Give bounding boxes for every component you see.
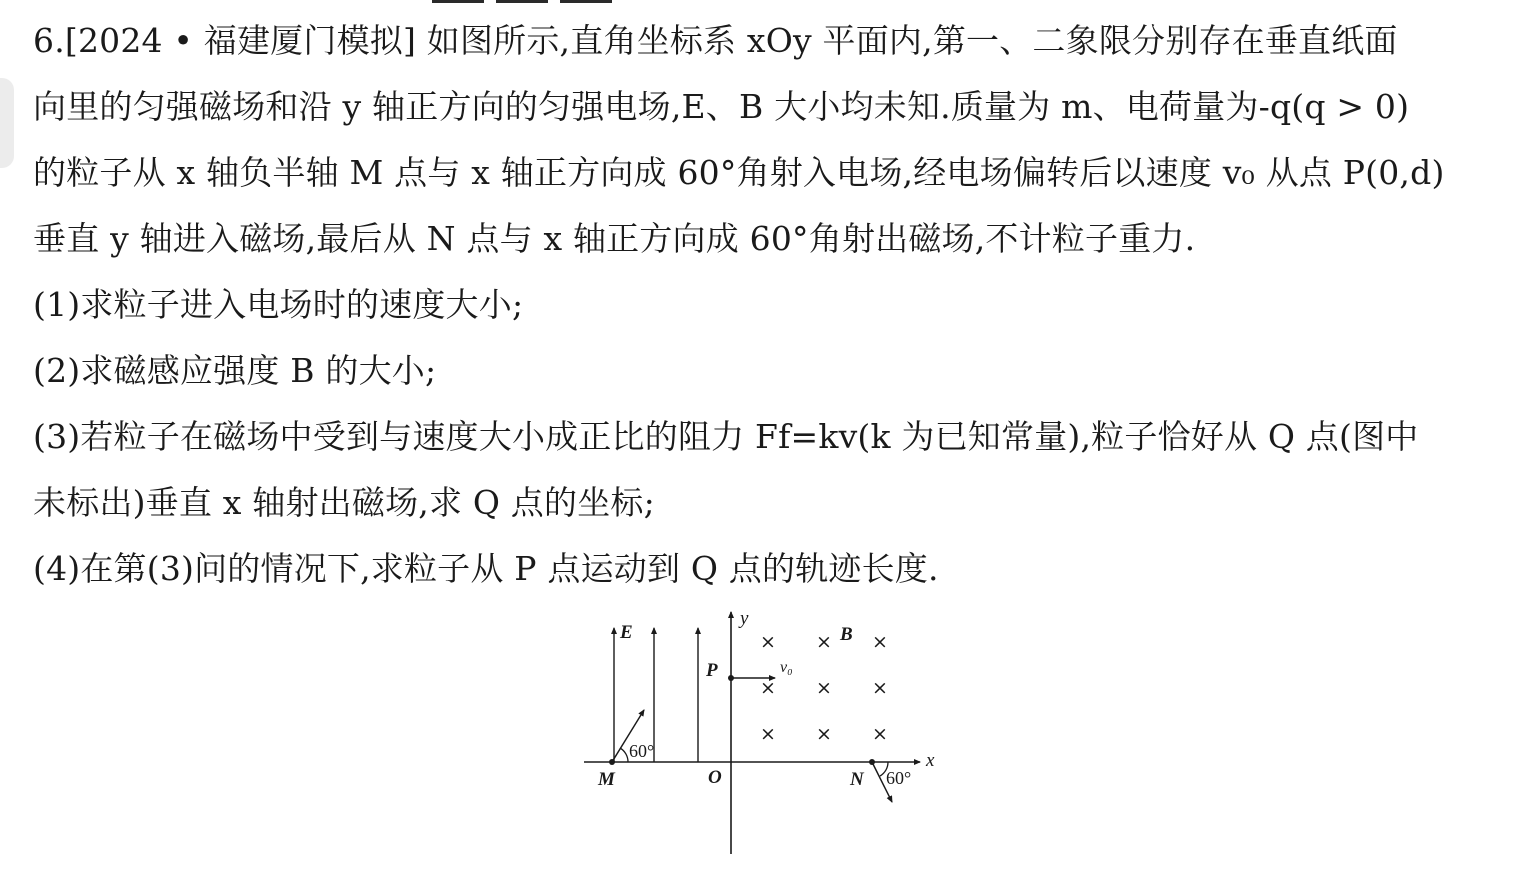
field-label-e: E (620, 622, 633, 643)
problem-line-1: 6.[2024 • 福建厦门模拟] 如图所示,直角坐标系 xOy 平面内,第一、二象限分别存在垂直纸面 (33, 21, 1398, 60)
field-label-b: B (840, 624, 853, 645)
field-mark-b-3-3: × (872, 723, 888, 745)
point-p-label: P (706, 660, 718, 681)
x-axis-label: x (926, 750, 935, 771)
field-mark-b-2-1: × (760, 677, 776, 699)
problem-line-3: 的粒子从 x 轴负半轴 M 点与 x 轴正方向成 60°角射入电场,经电场偏转后以速度 v₀ 从点 P(0,d) (33, 153, 1445, 192)
field-mark-b-3-2: × (816, 723, 832, 745)
y-axis-label: y (740, 608, 749, 629)
problem-line-2: 向里的匀强磁场和沿 y 轴正方向的匀强电场,E、B 大小均未知.质量为 m、电荷量为-q(q > 0) (33, 87, 1410, 126)
question-1: (1)求粒子进入电场时的速度大小; (33, 285, 524, 324)
top-border (0, 0, 1531, 4)
question-3-line-2: 未标出)垂直 x 轴射出磁场,求 Q 点的坐标; (33, 483, 655, 522)
field-mark-b-2-2: × (816, 677, 832, 699)
point-n-label: N (850, 769, 864, 790)
problem-line-4: 垂直 y 轴进入磁场,最后从 N 点与 x 轴正方向成 60°角射出磁场,不计粒子重力. (33, 219, 1196, 258)
field-mark-b-2-3: × (872, 677, 888, 699)
point-m-label: M (598, 769, 615, 790)
page-edge-shadow (0, 78, 14, 168)
question-2: (2)求磁感应强度 B 的大小; (33, 351, 437, 390)
problem-text (33, 8, 1513, 602)
angle-label-n: 60° (886, 768, 912, 788)
diagram-svg (570, 606, 950, 858)
velocity-label-v0: v₀ (780, 659, 793, 676)
question-4: (4)在第(3)问的情况下,求粒子从 P 点运动到 Q 点的轨迹长度. (33, 549, 939, 588)
field-mark-b-1-2: × (816, 631, 832, 653)
physics-diagram (570, 606, 950, 858)
angle-arc-m (620, 748, 628, 762)
question-3-line-1: (3)若粒子在磁场中受到与速度大小成正比的阻力 Ff=kv(k 为已知常量),粒子恰好从 Q 点(图中 (33, 417, 1419, 456)
field-mark-b-1-3: × (872, 631, 888, 653)
field-mark-b-1-1: × (760, 631, 776, 653)
field-mark-b-3-1: × (760, 723, 776, 745)
origin-label: O (708, 767, 722, 788)
angle-label-m: 60° (629, 741, 655, 761)
